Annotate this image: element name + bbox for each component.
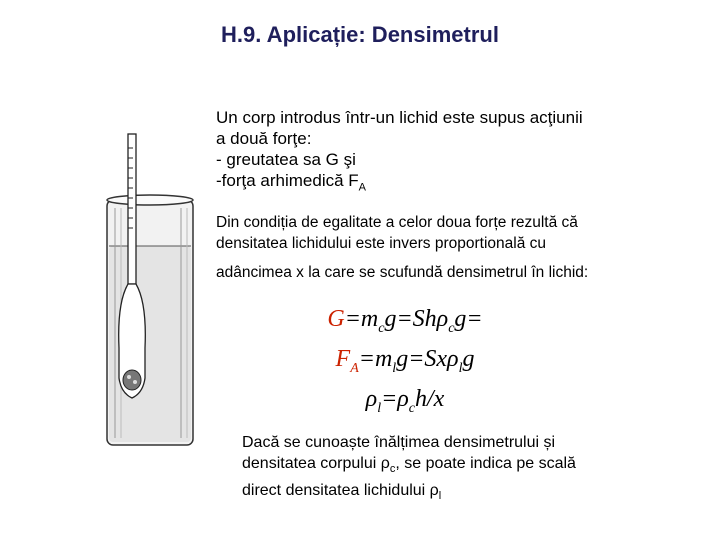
intro-line: Un corp introdus într-un lichid este supus acţiunii [216, 108, 583, 127]
condition-line: Din condiția de egalitate a celor doua forțe rezultă că [216, 214, 578, 231]
densimeter-illustration [95, 128, 205, 448]
formula-density: $\rho_l=\rho_ch/x$ [365, 385, 445, 416]
intro-line: - greutatea sa G şi [216, 150, 356, 169]
conclusion-line: Dacă se cunoaște înălțimea densimetrului și [242, 434, 556, 451]
formula-buoyancy: $F_A=m_lg=Sx\rho_lg$ [335, 345, 475, 376]
conclusion-line: direct densitatea lichidului $\rho_l$ [242, 482, 442, 503]
condition-line: densitatea lichidului este invers proportională cu [216, 235, 547, 252]
formulas [300, 304, 510, 423]
page-title: H.9. Aplicație: Densimetrul [221, 22, 499, 47]
intro-line: a două forţe: [216, 129, 312, 148]
condition-text [216, 212, 578, 254]
intro-line: -forţa arhimedică $F_A$ [216, 171, 367, 194]
intro-text [216, 107, 583, 198]
condition-line: adâncimea x la care se scufundă densimetrul în lichid: [216, 264, 589, 281]
conclusion-line: densitatea corpului $\rho_c$, se poate indica pe scală [242, 455, 576, 476]
conclusion-text [242, 432, 576, 507]
formula-weight: $G=m_cg=Sh\rho_cg=$ [327, 306, 483, 336]
